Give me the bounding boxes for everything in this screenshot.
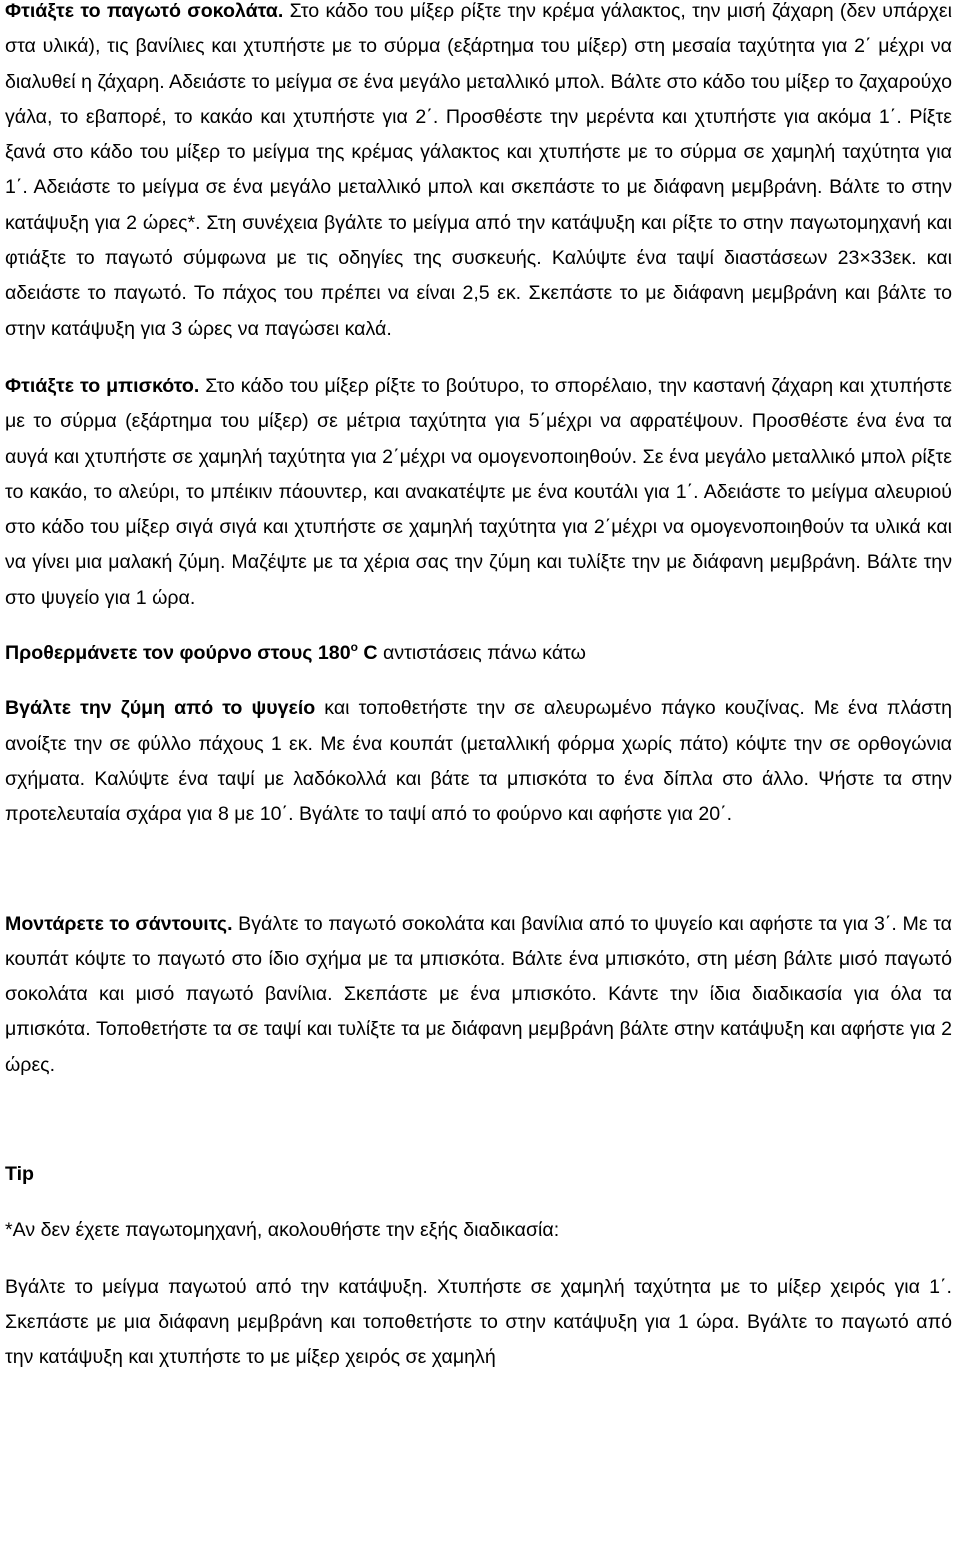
ice-cream-paragraph [5, 0, 952, 347]
oven-heading-unit: C [357, 642, 378, 665]
assemble-paragraph [5, 907, 952, 1083]
ice-cream-text: Στο κάδο του μίξερ ρίξτε την κρέμα γάλακτος, την μισή ζάχαρη (δεν υπάρχει στα υλικά), τις βανίλιες και χτυπήστε με το σύρμα (εξάρτημα του μίξερ) στη μεσαία ταχύτητα για 2΄ μέχρι να διαλυθεί η ζάχαρη. Αδειάστε το μείγμα σε ένα μεγάλο μεταλλικό μπολ. Βάλτε στο κάδο του μίξερ το ζαχαρούχο γάλα, το εβαπορέ, το κακάο και χτυπήστε για 2΄. Προσθέστε την μερέντα και χτυπήστε για ακόμα 1΄. Ρίξτε ξανά στο κάδο του μίξερ το μείγμα της κρέμας γάλακτος και χτυπήστε με το σύρμα σε χαμηλή ταχύτητα για 1΄. Αδειάστε το μείγμα σε ένα μεγάλο μεταλλικό μπολ και σκεπάστε το με διάφανη μεμβράνη. Βάλτε το στην κατάψυξη για 2 ώρες*. Στη συνέχεια βγάλτε το μείγμα από την κατάψυξη και ρίξτε το στην παγωτομηχανή και φτιάξτε το παγωτό σύμφωνα με τις οδηγίες της συσκευής. Καλύψτε ένα ταψί διαστάσεων 23×33εκ. και αδειάστε το παγωτό. Το πάχος του πρέπει να είναι 2,5 εκ. Σκεπάστε το με διάφανη μεμβράνη και βάλτε το στην κατάψυξη για 3 ώρες να παγώσει καλά. [5, 0, 952, 340]
oven-paragraph [5, 636, 952, 671]
dough-heading: Βγάλτε την ζύμη από το ψυγείο [5, 697, 316, 720]
assemble-heading: Μοντάρετε το σάντουιτς. [5, 912, 233, 935]
assemble-text: Βγάλτε το παγωτό σοκολάτα και βανίλια από το ψυγείο και αφήστε τα για 3΄. Με τα κουπάτ κόψτε το παγωτό στο ίδιο σχήμα με τα μπισκότα. Βάλτε ένα μπισκότο, στη μέση βάλτε μισό παγωτό σοκολάτα και μισό παγωτό βανίλια. Σκεπάστε με ένα μπισκότο. Κάντε την ίδια διαδικασία για όλα τα μπισκότα. Τοποθετήστε τα σε ταψί και τυλίξτε τα με διάφανη μεμβράνη βάλτε στην κατάψυξη και αφήστε για 2 ώρες. [5, 912, 952, 1076]
oven-heading-temperature: Προθερμάνετε τον φούρνο στους 180 [5, 642, 351, 665]
biscuit-text: Στο κάδο του μίξερ ρίξτε το βούτυρο, το σπορέλαιο, την καστανή ζάχαρη και χτυπήστε με το σύρμα (εξάρτημα του μίξερ) σε μέτρια ταχύτητα για 5΄μέχρι να αφρατέψουν. Προσθέστε ένα ένα τα αυγά και χτυπήστε σε χαμηλή ταχύτητα για 2΄μέχρι να ομογενοποιηθούν. Σε ένα μεγάλο μεταλλικό μπολ ρίξτε το κακάο, το αλεύρι, το μπέικιν πάουντερ, και ανακατέψτε με ένα κουτάλι για 1΄. Αδειάστε το μείγμα αλευριού στο κάδο του μίξερ σιγά σιγά και χτυπήστε σε χαμηλή ταχύτητα για 2΄μέχρι να ομογενοποιηθούν τα υλικά και να γίνει μια μαλακή ζύμη. Μαζέψτε με τα χέρια σας την ζύμη και τυλίξτε την με διάφανη μεμβράνη. Βάλτε την στο ψυγείο για 1 ώρα. [5, 374, 952, 609]
tip-heading: Tip [5, 1163, 35, 1186]
ice-cream-heading: Φτιάξτε το παγωτό σοκολάτα. [5, 0, 284, 22]
dough-text: και τοποθετήστε την σε αλευρωμένο πάγκο κουζίνας. Με ένα πλάστη ανοίξτε την σε φύλλο πάχους 1 εκ. Με ένα κουπάτ (μεταλλική φόρμα χωρίς πάτο) κόψτε την σε ορθογώνια σχήματα. Καλύψτε ένα ταψί με λαδόκολλά και βάτε τα μπισκότα το ένα δίπλα στο άλλο. Ψήστε τα στην προτελευταία σχάρα για 8 με 10΄. Βγάλτε το ταψί από το φούρνο και αφήστε για 20΄. [5, 697, 953, 826]
dough-paragraph [5, 691, 952, 832]
degree-superscript: ο [350, 640, 358, 655]
note-paragraph: *Αν δεν έχετε παγωτομηχανή, ακολουθήστε την εξής διαδικασία: [5, 1219, 560, 1242]
tip-paragraph [5, 1157, 952, 1192]
biscuit-paragraph [5, 369, 952, 616]
oven-text: αντιστάσεις πάνω κάτω [377, 642, 586, 665]
biscuit-heading: Φτιάξτε το μπισκότο. [5, 374, 200, 397]
oven-heading [5, 642, 378, 664]
alternative-paragraph: Βγάλτε το μείγμα παγωτού από την κατάψυξη. Χτυπήστε σε χαμηλή ταχύτητα με το μίξερ χειρός για 1΄. Σκεπάστε με μια διάφανη μεμβράνη και τοποθετήστε το στην κατάψυξη για 1 ώρα. Βγάλτε το παγωτό από την κατάψυξη και χτυπήστε το με μίξερ χειρός σε χαμηλή [5, 1275, 952, 1369]
